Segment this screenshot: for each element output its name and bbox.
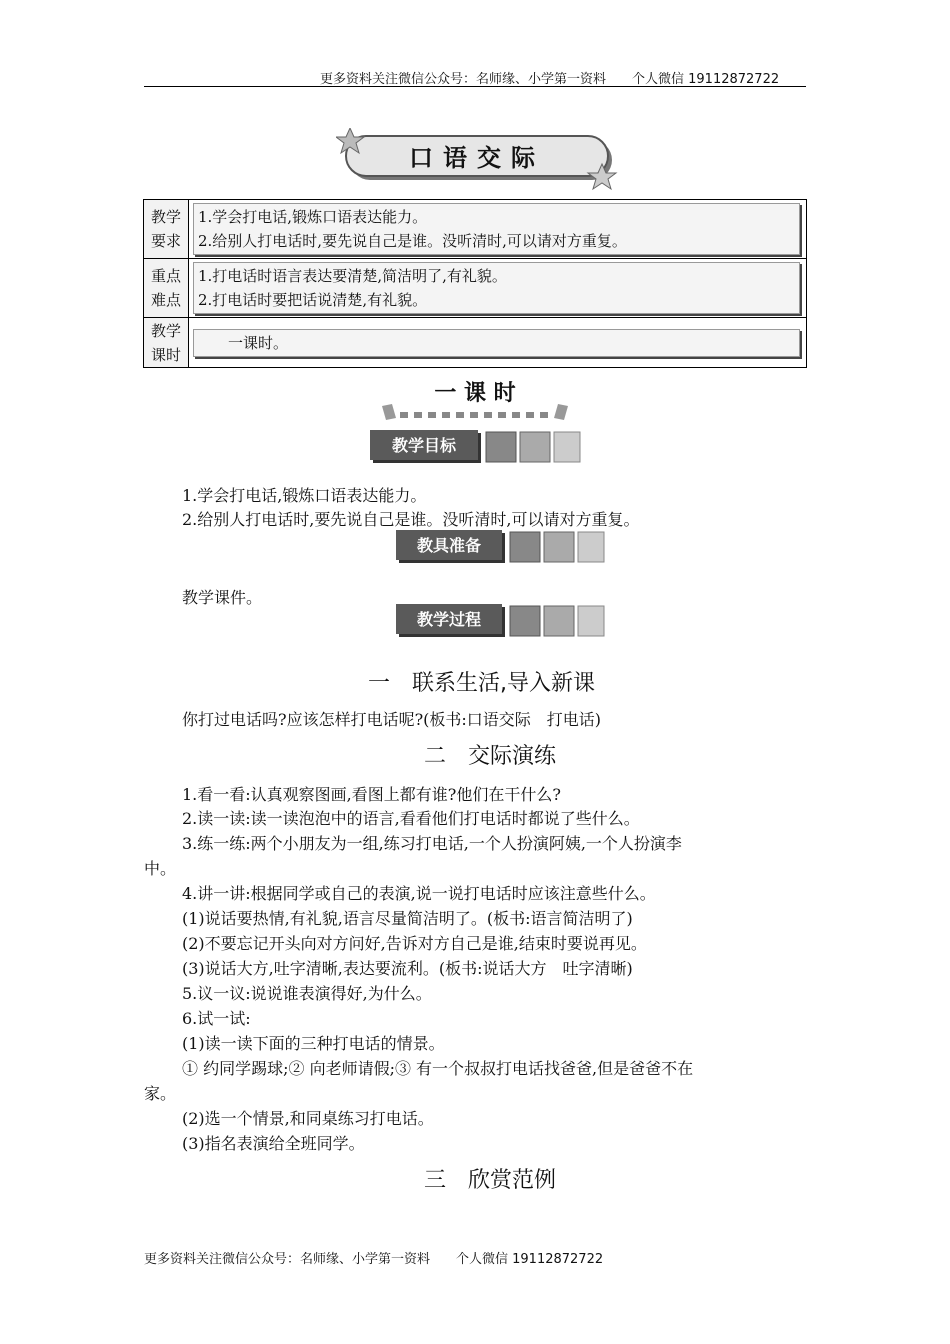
section-tag-prep	[396, 530, 608, 566]
page-footer: 更多资料关注微信公众号：名师缘、小学第一资料 个人微信 19112872722	[144, 1252, 604, 1267]
paragraph: 2.读一读:读一读泡泡中的语言,看看他们打电话时都说了些什么。	[182, 809, 640, 828]
paragraph: 5.议一议:说说谁表演得好,为什么。	[182, 984, 432, 1003]
table-row-content: 1.学会打电话,锻炼口语表达能力。 2.给别人打电话时,要先说自己是谁。没听清时,可以请对方重复。	[193, 203, 800, 255]
oral-communication-banner	[336, 128, 620, 192]
header-divider	[144, 86, 806, 87]
lesson-heading-text: 一 课 时	[434, 381, 516, 406]
paragraph: (2)不要忘记开头向对方问好,告诉对方自己是谁,结束时要说再见。	[182, 934, 647, 953]
paragraph: 3.练一练:两个小朋友为一组,练习打电话,一个人扮演阿姨,一个人扮演李	[182, 834, 682, 853]
paragraph: (1)读一读下面的三种打电话的情景。	[182, 1034, 445, 1053]
paragraph: 家。	[144, 1084, 177, 1103]
section-heading: 二 交际演练	[424, 744, 557, 769]
banner-title: 口语交际	[409, 144, 545, 172]
lesson-heading	[380, 376, 570, 424]
paragraph: 1.看一看:认真观察图画,看图上都有谁?他们在干什么?	[182, 785, 561, 804]
table-row-label: 重点 难点	[144, 259, 189, 318]
goal-line: 1.学会打电话,锻炼口语表达能力。	[182, 486, 427, 505]
prep-text: 教学课件。	[182, 588, 263, 607]
lesson-info-table	[143, 199, 807, 368]
section-tag-process	[396, 604, 608, 640]
table-row-label: 教学 课时	[144, 318, 189, 368]
paragraph: (3)指名表演给全班同学。	[182, 1134, 365, 1153]
paragraph: 中。	[144, 859, 177, 878]
table-row-label: 教学 要求	[144, 200, 189, 259]
paragraph: 你打过电话吗?应该怎样打电话呢?(板书:口语交际 打电话)	[182, 710, 602, 729]
table-row-content: 1.打电话时语言表达要清楚,简洁明了,有礼貌。 2.打电话时要把话说清楚,有礼貌。	[193, 262, 800, 314]
section-heading: 三 欣赏范例	[424, 1168, 557, 1193]
page-header: 更多资料关注微信公众号：名师缘、小学第一资料 个人微信 19112872722	[320, 72, 780, 87]
section-tag-goal	[370, 430, 582, 466]
svg-text:教具准备: 教具准备	[416, 536, 482, 555]
table-row-content: 一课时。	[193, 329, 800, 357]
paragraph: (1)说话要热情,有礼貌,语言尽量简洁明了。(板书:语言简洁明了)	[182, 909, 633, 928]
paragraph: ① 约同学踢球;② 向老师请假;③ 有一个叔叔打电话找爸爸,但是爸爸不在	[182, 1059, 694, 1078]
svg-text:教学目标: 教学目标	[391, 436, 457, 455]
section-heading: 一 联系生活,导入新课	[368, 671, 595, 696]
svg-text:教学过程: 教学过程	[416, 610, 482, 629]
paragraph: (2)选一个情景,和同桌练习打电话。	[182, 1109, 434, 1128]
goal-line: 2.给别人打电话时,要先说自己是谁。没听清时,可以请对方重复。	[182, 510, 640, 529]
paragraph: (3)说话大方,吐字清晰,表达要流利。(板书:说话大方 吐字清晰)	[182, 959, 633, 978]
paragraph: 4.讲一讲:根据同学或自己的表演,说一说打电话时应该注意些什么。	[182, 884, 656, 903]
paragraph: 6.试一试:	[182, 1009, 251, 1028]
